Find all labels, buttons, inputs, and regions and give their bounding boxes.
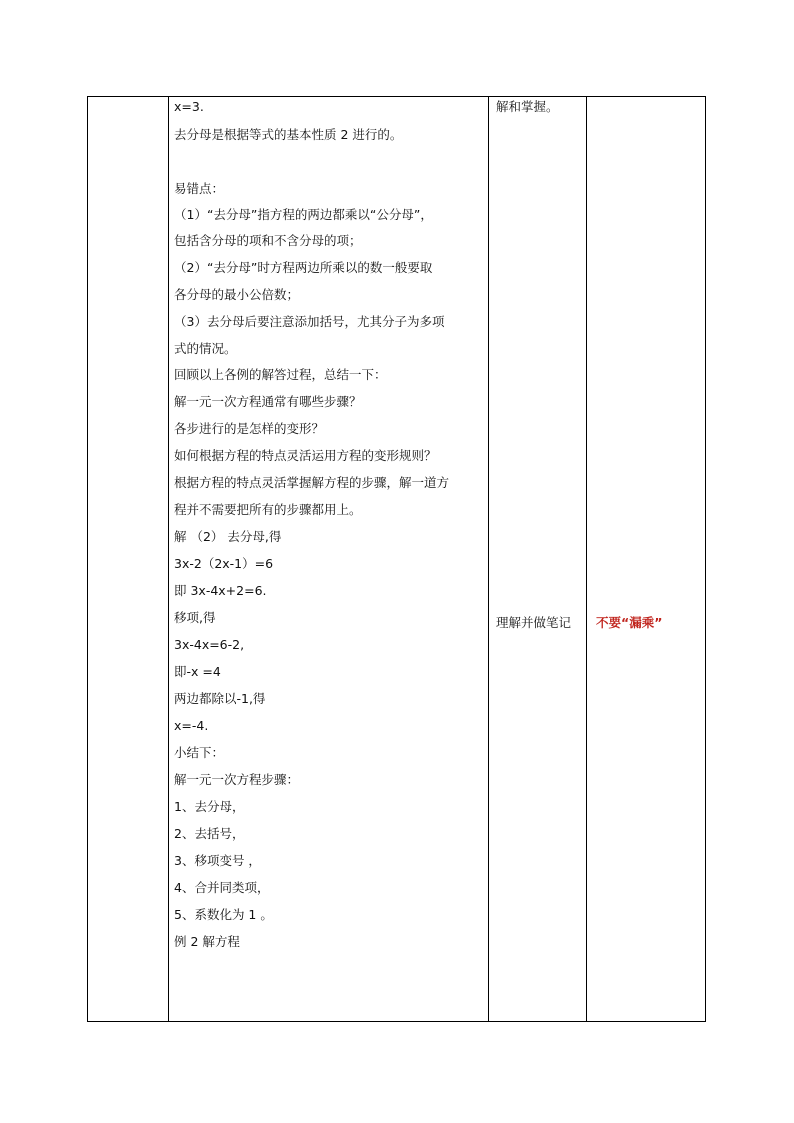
content-line: 5、系数化为 1 。 (174, 907, 273, 922)
content-line: 回顾以上各例的解答过程，总结一下： (174, 367, 387, 382)
content-line: 3x-2（2x-1）=6 (174, 556, 274, 571)
content-line: （3）去分母后要注意添加括号，尤其分子为多项 (174, 314, 445, 329)
content-line: 易错点： (174, 181, 225, 196)
content-line: 包括含分母的项和不含分母的项； (174, 233, 362, 248)
content-line: （2）“去分母”时方程两边所乘以的数一般要取 (174, 260, 433, 275)
method-text-middle: 理解并做笔记 (496, 615, 572, 630)
content-line: 移项,得 (174, 610, 216, 625)
content-line: 式的情况。 (174, 341, 237, 356)
content-line: 2、去括号， (174, 826, 245, 841)
content-line: 即-x =4 (174, 664, 221, 679)
content-line: 3x-4x=6-2, (174, 637, 245, 652)
column-divider (586, 97, 587, 1021)
content-line: 小结下： (174, 745, 225, 760)
column-divider (488, 97, 489, 1021)
content-line: x=-4. (174, 718, 209, 733)
content-line: 解一元一次方程步骤： (174, 772, 300, 787)
content-line: 如何根据方程的特点灵活运用方程的变形规则？ (174, 448, 437, 463)
content-line: 程并不需要把所有的步骤都用上。 (174, 502, 362, 517)
content-line: 去分母是根据等式的基本性质 2 进行的。 (174, 127, 403, 142)
content-line: 两边都除以-1,得 (174, 691, 266, 706)
content-line: 1、去分母， (174, 799, 245, 814)
method-text-top: 解和掌握。 (496, 99, 559, 114)
warning-note: 不要“漏乘” (596, 615, 663, 630)
content-line: 例 2 解方程 (174, 934, 240, 949)
content-line: 解一元一次方程通常有哪些步骤？ (174, 394, 362, 409)
content-line: 各分母的最小公倍数； (174, 287, 300, 302)
content-line: （1）“去分母”指方程的两边都乘以“公分母”， (174, 207, 433, 222)
content-line: 即 3x-4x+2=6. (174, 583, 267, 598)
content-line: 4、合并同类项， (174, 880, 270, 895)
content-line: 各步进行的是怎样的变形？ (174, 421, 325, 436)
lesson-table (87, 96, 706, 1022)
content-line: 3、移项变号 ， (174, 853, 261, 868)
content-line: 根据方程的特点灵活掌握解方程的步骤，解一道方 (174, 475, 450, 490)
content-line: 解 （2） 去分母,得 (174, 529, 282, 544)
column-divider (168, 97, 169, 1021)
content-line: x=3. (174, 99, 204, 114)
